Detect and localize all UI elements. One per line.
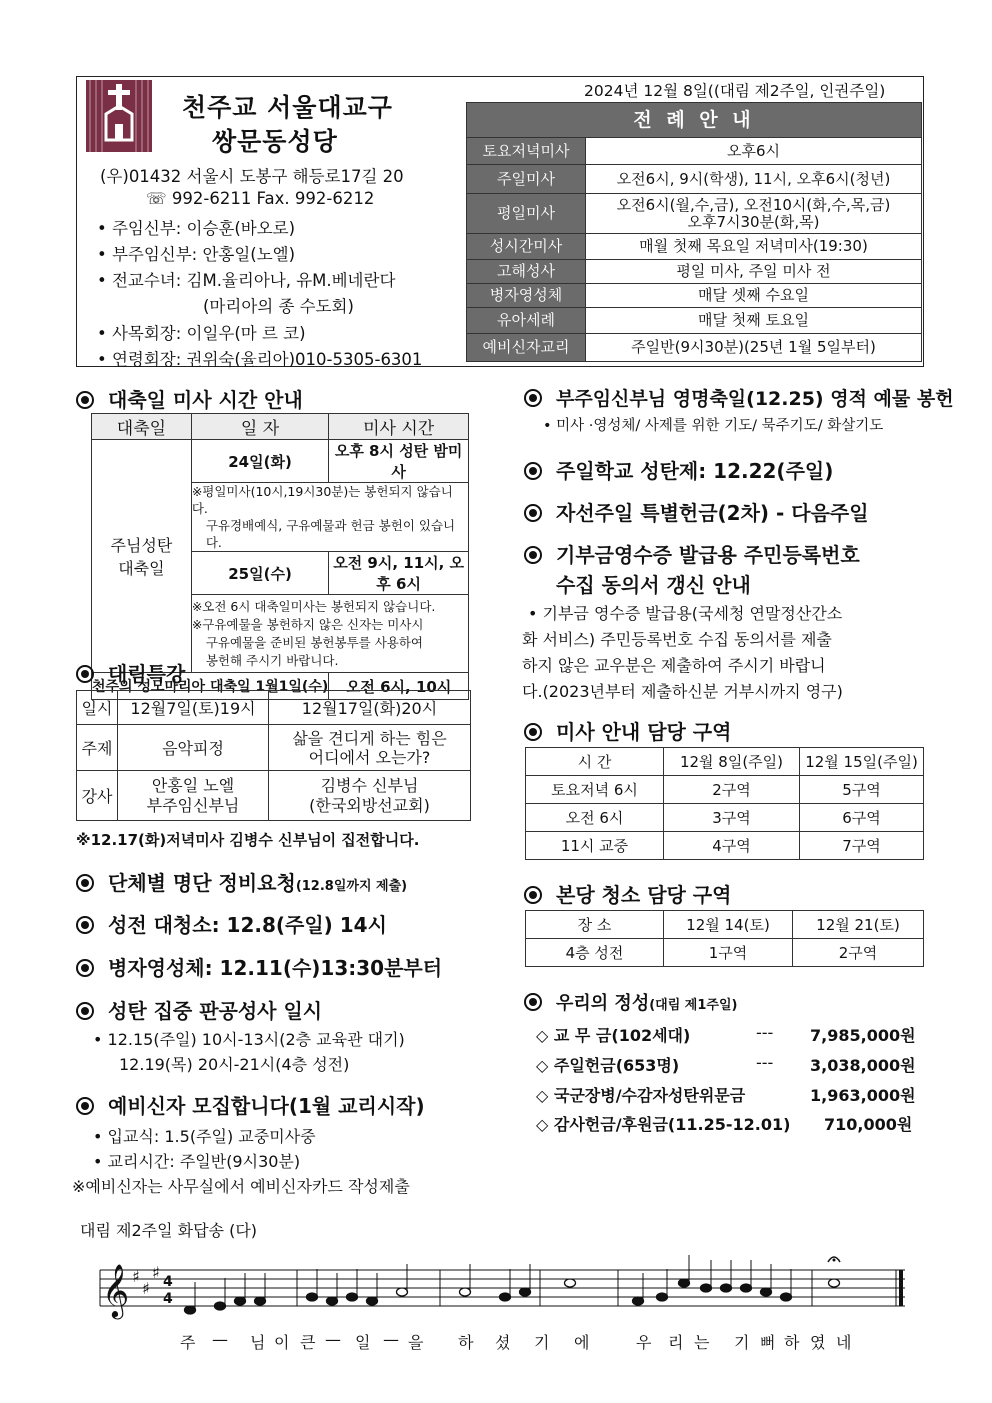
lyrics-line [170, 1330, 890, 1356]
staff-pastor: • 주임신부: 이승훈(바오로) [97, 219, 296, 238]
lyric-syllable: 에 [574, 1333, 590, 1352]
lyric-syllable: 님 [250, 1333, 266, 1352]
lyric-syllable: 우 [636, 1333, 652, 1352]
weekday-mass-line1: 오전6시(월,수,금), 오전10시(화,수,목,금) [616, 195, 891, 214]
table-header: 12월 21(토) [793, 911, 924, 939]
liturgy-table [466, 102, 922, 362]
liturgy-value: 주일반(9시30분)(25년 1월 5일부터) [586, 334, 922, 362]
lecture-cell: 12월17일(화)20시 [269, 691, 471, 725]
donation-text: 하지 않은 교우분은 제출하여 주시기 바랍니 [522, 656, 826, 675]
offering-dash: --- [756, 1023, 774, 1042]
feast-header: 대축일 [92, 414, 192, 440]
table-cell: 토요저녁 6시 [526, 776, 664, 804]
svg-text:4: 4 [163, 1291, 173, 1307]
note-head [307, 1293, 318, 1301]
feast-note: ※평일미사(10시,19시30분)는 봉헌되지 않습니다. 구유경배예식, 구유예물과 헌금 봉헌이 있습니다. [191, 483, 468, 552]
lecture-key: 일시 [77, 691, 118, 725]
note-head [255, 1297, 266, 1305]
bullet-icon [76, 665, 94, 683]
lyric-syllable: 기 [534, 1333, 550, 1352]
liturgy-value: 매달 첫째 토요일 [586, 308, 922, 334]
bullet-icon [76, 1002, 94, 1020]
table-cell: 6구역 [800, 804, 924, 832]
liturgy-value: 오후6시 [586, 138, 922, 165]
bullet-icon [76, 959, 94, 977]
staff-sisters: • 전교수녀: 김M.율리아나, 유M.베네란다 [97, 271, 396, 290]
cleaning-table [525, 910, 924, 967]
section-sick-communion: 병자영성체: 12.11(수)13:30분부터 [76, 952, 442, 981]
section-catechumen: 예비신자 모집합니다(1월 교리시작) [76, 1090, 425, 1119]
note-head [657, 1293, 668, 1301]
lyric-syllable: — [325, 1330, 341, 1349]
note-head [701, 1284, 712, 1292]
liturgy-key: 토요저녁미사 [467, 138, 586, 165]
note-head [565, 1279, 576, 1287]
bullet-icon [76, 874, 94, 892]
bullet-icon [524, 723, 542, 741]
bullet-icon [76, 916, 94, 934]
feast-header: 일 자 [191, 414, 328, 440]
note-head [829, 1279, 840, 1287]
lyric-syllable: 큰 [300, 1333, 316, 1352]
lecture-key: 강사 [77, 771, 118, 821]
church-logo [86, 80, 152, 152]
table-cell: 오전 6시 [526, 804, 664, 832]
offering-dash: --- [756, 1053, 774, 1072]
feast-header: 미사 시간 [329, 414, 469, 440]
table-header: 장 소 [526, 911, 664, 939]
note-head [460, 1288, 471, 1296]
lecture-cell: 12월7일(토)19시 [118, 691, 269, 725]
note-head [215, 1302, 226, 1310]
section-sunday-school: 주일학교 성탄제: 12.22(주일) [524, 455, 833, 484]
donation-text: 다.(2023년부터 제출하신분 거부시까지 영구) [522, 682, 843, 701]
confession-line1: • 12.15(주일) 10시-13시(2층 교육관 대기) [93, 1030, 405, 1049]
table-cell: 1구역 [664, 939, 793, 967]
catechumen-line1: • 입교식: 1.5(주일) 교중미사중 [93, 1127, 316, 1146]
table-cell: 11시 교중 [526, 832, 664, 860]
liturgy-key: 성시간미사 [467, 234, 586, 260]
offering-label: ◇ 주일헌금(653명) [536, 1056, 680, 1075]
music-staff [90, 1248, 910, 1338]
note-head [741, 1284, 752, 1292]
note-head [500, 1293, 511, 1301]
bullet-icon [76, 391, 94, 409]
section-group-list: 단체별 명단 정비요청(12.8일까지 제출) [76, 867, 407, 896]
section-feast-heading: 대축일 미사 시간 안내 [76, 384, 303, 413]
lyric-syllable: 하 [784, 1333, 800, 1352]
catechumen-note: ※예비신자는 사무실에서 예비신자카드 작성제출 [72, 1177, 410, 1196]
offering-amount: 1,963,000원 [810, 1086, 916, 1105]
parish-name: 쌍문동성당 [212, 127, 338, 156]
liturgy-value: 오전6시, 9시(학생), 11시, 오후6시(청년) [586, 165, 922, 194]
lyric-syllable: 주 [180, 1333, 196, 1352]
confession-line2: 12.19(목) 20시-21시(4층 성전) [119, 1055, 350, 1074]
section-feastday-offering: 부주임신부님 영명축일(12.25) 영적 예물 봉헌 [524, 384, 954, 411]
offering-amount: 7,985,000원 [810, 1026, 916, 1045]
note-head [633, 1297, 644, 1305]
lyric-syllable: 기 [734, 1333, 750, 1352]
svg-text:♯: ♯ [142, 1279, 150, 1298]
liturgy-value: 매달 셋째 수요일 [586, 284, 922, 308]
offering-label: ◇ 교 무 금(102세대) [536, 1026, 691, 1045]
lyric-syllable: 뻐 [760, 1333, 776, 1352]
lecture-cell: 안홍일 노엘 부주임신부님 [118, 771, 269, 821]
lecture-cell: 김병수 신부님 (한국외방선교회) [269, 771, 471, 821]
lyric-syllable: — [383, 1330, 399, 1349]
feast-time: 오전 9시, 11시, 오후 6시 [329, 552, 469, 595]
staff-order: (마리아의 종 수도회) [203, 297, 354, 316]
celebrant-note: ※12.17(화)저녁미사 김병수 신부님이 집전합니다. [76, 831, 420, 849]
section-confession: 성탄 집중 판공성사 일시 [76, 995, 322, 1024]
table-cell: 4구역 [664, 832, 800, 860]
table-header: 12월 14(토) [664, 911, 793, 939]
section-advent-lecture: 대림특강 [76, 658, 185, 687]
bullet-icon [524, 389, 542, 407]
svg-text:♯: ♯ [132, 1267, 140, 1286]
note-head [761, 1288, 772, 1296]
feast-table [91, 413, 469, 700]
section-mass-guide: 미사 안내 담당 구역 [524, 716, 731, 745]
liturgy-title: 전 례 안 내 [467, 103, 922, 138]
table-cell: 4층 성전 [526, 939, 664, 967]
section-donation-receipt: 기부금영수증 발급용 주민등록번호 [524, 539, 860, 568]
note-head [781, 1293, 792, 1301]
staff-assistant: • 부주임신부: 안홍일(노엘) [97, 245, 296, 264]
psalm-title: 대림 제2주일 화답송 (다) [80, 1221, 258, 1240]
bullet-icon [524, 546, 542, 564]
feast-date: 25일(수) [191, 552, 328, 595]
lecture-cell: 음악피정 [118, 725, 269, 771]
bullet-icon [524, 504, 542, 522]
feast-time: 오후 8시 성탄 밤미사 [329, 440, 469, 483]
svg-text:♯: ♯ [152, 1263, 160, 1282]
note-head [679, 1279, 690, 1287]
table-header: 시 간 [526, 748, 664, 776]
note-head [397, 1288, 408, 1296]
feast-mary: 천주의 성모마리아 대축일 1월1일(수) [92, 673, 329, 700]
table-cell: 7구역 [800, 832, 924, 860]
weekday-mass-line2: 오후7시30분(화,목) [687, 212, 820, 231]
table-cell: 2구역 [793, 939, 924, 967]
svg-text:4: 4 [163, 1274, 173, 1290]
offering-amount: 3,038,000원 [810, 1056, 916, 1075]
liturgy-key: 예비신자교리 [467, 334, 586, 362]
feast-note: ※오전 6시 대축일미사는 봉헌되지 않습니다. ※구유예물을 봉헌하지 않은 신자는 미사시 구유예물을 준비된 봉헌봉투를 사용하여 봉헌해 주시기 바랍니다. [191, 595, 468, 673]
lyric-syllable: 일 [355, 1333, 371, 1352]
feast-name: 주님성탄 대축일 [92, 440, 192, 673]
issue-date: 2024년 12월 8일((대림 제2주일, 인권주일) [584, 82, 886, 100]
note-head [367, 1297, 378, 1305]
liturgy-key: 고해성사 [467, 260, 586, 284]
staff-council: • 사목회장: 이일우(마 르 코) [97, 324, 306, 343]
section-cleaning-duty: 본당 청소 담당 구역 [524, 879, 731, 908]
bullet-icon [76, 1097, 94, 1115]
feastday-offering-detail: • 미사 ·영성체/ 사제를 위한 기도/ 묵주기도/ 화살기도 [543, 418, 884, 434]
section-charity-sunday: 자선주일 특별헌금(2차) - 다음주일 [524, 497, 869, 526]
section-donation-receipt-line2: 수집 동의서 갱신 안내 [556, 573, 751, 597]
liturgy-value: 매월 첫째 목요일 저녁미사(19:30) [586, 234, 922, 260]
table-header: 12월 15일(주일) [800, 748, 924, 776]
donation-text: • 기부금 영수증 발급용(국세청 연말정산간소 [528, 604, 843, 623]
mass-guide-table [525, 747, 924, 860]
lecture-key: 주제 [77, 725, 118, 771]
offering-amount: 710,000원 [824, 1115, 913, 1134]
liturgy-value [586, 194, 922, 234]
note-head [520, 1288, 531, 1296]
lyric-syllable: 을 [408, 1333, 424, 1352]
offering-label: ◇ 국군장병/수감자성탄위문금 [536, 1086, 746, 1105]
section-offerings: 우리의 정성(대림 제1주일) [524, 989, 737, 1015]
section-cleaning: 성전 대청소: 12.8(주일) 14시 [76, 909, 387, 938]
liturgy-key: 평일미사 [467, 194, 586, 234]
lyric-syllable: 네 [836, 1333, 852, 1352]
table-header: 12월 8일(주일) [664, 748, 800, 776]
feast-date: 24일(화) [191, 440, 328, 483]
liturgy-key: 유아세례 [467, 308, 586, 334]
lyric-syllable: 셨 [495, 1333, 511, 1352]
note-head [327, 1297, 338, 1305]
donation-text: 화 서비스) 주민등록번호 수집 동의서를 제출 [522, 630, 832, 649]
table-cell: 5구역 [800, 776, 924, 804]
bullet-icon [524, 886, 542, 904]
lyric-syllable: 하 [458, 1333, 474, 1352]
lecture-cell: 삶을 견디게 하는 힘은 어디에서 오는가? [269, 725, 471, 771]
diocese-name: 천주교 서울대교구 [182, 93, 393, 122]
note-head [235, 1297, 246, 1305]
bullet-icon [524, 993, 542, 1011]
lyric-syllable: 는 [694, 1333, 710, 1352]
lyric-syllable: 이 [274, 1333, 290, 1352]
liturgy-value: 평일 미사, 주일 미사 전 [586, 260, 922, 284]
table-cell: 2구역 [664, 776, 800, 804]
lyric-syllable: — [212, 1330, 228, 1349]
feast-mary-time: 오전 6시, 10시 [329, 673, 469, 700]
lyric-syllable: 리 [668, 1333, 684, 1352]
offering-label: ◇ 감사헌금/후원금(11.25-12.01) [536, 1115, 791, 1134]
staff-funeral: • 연령회장: 권위숙(율리아)010-5305-6301 [97, 350, 423, 369]
note-head [185, 1306, 196, 1314]
bullet-icon [524, 462, 542, 480]
table-cell: 3구역 [664, 804, 800, 832]
note-head [347, 1293, 358, 1301]
liturgy-key: 병자영성체 [467, 284, 586, 308]
address: (우)01432 서울시 도봉구 해등로17길 20 [100, 167, 404, 186]
lyric-syllable: 였 [810, 1333, 826, 1352]
catechumen-line2: • 교리시간: 주일반(9시30분) [93, 1152, 301, 1171]
note-head [721, 1284, 732, 1292]
svg-text:𝄞: 𝄞 [102, 1263, 130, 1317]
liturgy-key: 주일미사 [467, 165, 586, 194]
lecture-table [76, 690, 471, 821]
phone: ☏ 992-6211 Fax. 992-6212 [146, 189, 375, 208]
